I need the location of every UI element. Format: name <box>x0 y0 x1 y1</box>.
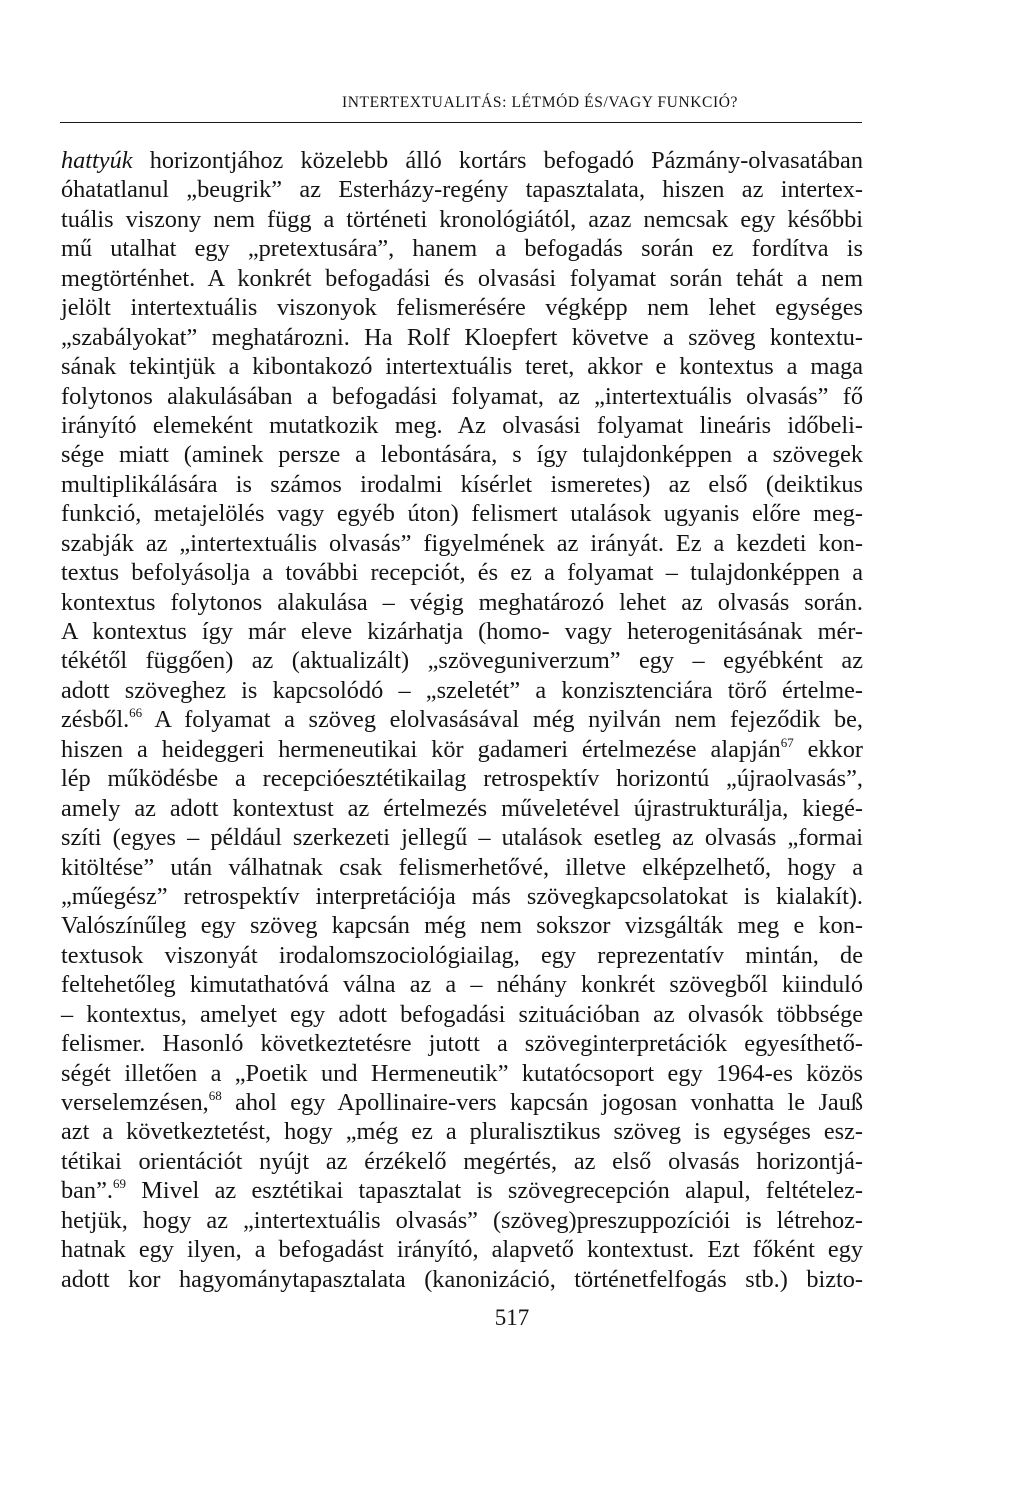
text-run: azt a következtetést, hogy „még ez a pluralisztikus szöveg is egységes esz- <box>61 1118 863 1146</box>
italic-word: hattyúk <box>61 147 133 174</box>
text-run: A kontextus így már eleve kizárhatja (homo- vagy heterogenitásának mér- <box>61 618 863 645</box>
text-run: tékétől függően) az (aktualizált) „szöveguniverzum” egy – egyébként az <box>61 647 863 675</box>
text-run: lép működésbe a recepcióesztétikailag retrospektív horizontú „újraolvasás”, <box>61 765 863 793</box>
text-line <box>61 1059 863 1088</box>
text-line <box>61 1176 863 1205</box>
text-run: óhatatlanul „beugrik” az Esterházy-regény tapasztalata, hiszen az intertex- <box>61 176 863 204</box>
text-line <box>61 676 863 705</box>
text-line <box>61 705 863 734</box>
text-line <box>61 529 863 558</box>
text-run: kontextus folytonos alakulása – végig meghatározó lehet az olvasás során. <box>61 588 863 616</box>
text-run: Valószínűleg egy szöveg kapcsán még nem sokszor vizsgálták meg e kon- <box>61 912 863 940</box>
text-run: ahol egy Apollinaire-vers kapcsán jogosan vonhatta le Jauß <box>221 1089 863 1116</box>
text-run: folytonos alakulásában a befogadási folyamat, az „intertextuális olvasás” fő <box>61 382 863 410</box>
text-run: ban”. <box>61 1177 113 1205</box>
text-run: feltehetőleg kimutathatóvá válna az a – néhány konkrét szövegből kiinduló <box>61 971 863 999</box>
text-line <box>61 205 863 234</box>
text-run: hiszen a heideggeri hermeneutikai kör gadameri értelmezése alapján <box>61 735 781 763</box>
text-line <box>61 911 863 940</box>
body-text <box>61 146 863 1294</box>
text-line <box>61 175 863 204</box>
text-line <box>61 1000 863 1029</box>
text-run: adott kor hagyománytapasztalata (kanonizáció, történetfelfogás stb.) bizto- <box>61 1265 863 1293</box>
text-line <box>61 1117 863 1146</box>
text-run: ségét illetően a „Poetik und Hermeneutik” kutatócsoport egy 1964-es közös <box>61 1059 863 1087</box>
text-run: „műegész” retrospektív interpretációja más szövegkapcsolatokat is kialakít). <box>61 882 863 910</box>
text-line <box>61 499 863 528</box>
text-line <box>61 440 863 469</box>
text-run: zésből. <box>61 706 130 734</box>
text-line <box>61 764 863 793</box>
text-line <box>61 293 863 322</box>
text-line <box>61 853 863 882</box>
text-line <box>61 323 863 352</box>
text-line <box>61 1206 863 1235</box>
text-run: textusok viszonyát irodalomszociológiailag, egy reprezentatív mintán, de <box>61 941 863 969</box>
text-line <box>61 1147 863 1176</box>
text-line <box>61 941 863 970</box>
text-run: horizontjához közelebb álló kortárs befogadó Pázmány-olvasatában <box>132 147 863 174</box>
text-run: multiplikálására is számos irodalmi kísérlet ismeretes) az első (deiktikus <box>61 470 863 498</box>
text-line <box>61 1235 863 1264</box>
footnote-marker: 66 <box>129 705 143 721</box>
text-line <box>61 558 863 587</box>
text-run: textus befolyásolja a további recepciót, és ez a folyamat – tulajdonképpen a <box>61 559 863 587</box>
text-run: ekkor <box>793 735 863 763</box>
text-line <box>61 411 863 440</box>
page-number: 517 <box>494 1305 530 1330</box>
text-run: hetjük, hogy az „intertextuális olvasás” (szöveg)preszuppozíciói is létrehoz- <box>61 1206 863 1234</box>
text-line <box>61 794 863 823</box>
text-run: hatnak egy ilyen, a befogadást irányító, alapvető kontextust. Ezt főként egy <box>61 1236 863 1264</box>
text-line <box>61 588 863 617</box>
footnote-marker: 68 <box>208 1088 222 1103</box>
text-run: megtörténhet. A konkrét befogadási és olvasási folyamat során tehát a nem <box>61 264 863 292</box>
text-run: tuális viszony nem függ a történeti kronológiától, azaz nemcsak egy későbbi <box>61 205 863 233</box>
text-line <box>61 617 863 646</box>
text-run: sége miatt (aminek persze a lebontására, s így tulajdonképpen a szövegek <box>61 441 863 469</box>
text-run: jelölt intertextuális viszonyok felismerésére végképp nem lehet egységes <box>61 294 863 322</box>
footnote-marker: 67 <box>780 734 794 750</box>
text-line <box>61 823 863 852</box>
text-run: irányító elemeként mutatkozik meg. Az olvasási folyamat lineáris időbeli- <box>61 411 863 439</box>
text-line <box>61 382 863 411</box>
text-run: mű utalhat egy „pretextusára”, hanem a befogadás során ez fordítva is <box>61 235 863 263</box>
text-line <box>61 970 863 999</box>
text-line <box>61 735 863 764</box>
text-run: felismer. Hasonló következtetésre jutott a szöveginterpretációk egyesíthető- <box>61 1030 863 1058</box>
footnote-marker: 69 <box>112 1176 126 1192</box>
text-line <box>61 1029 863 1058</box>
text-line <box>61 646 863 675</box>
text-line <box>61 264 863 293</box>
text-line <box>61 882 863 911</box>
text-line <box>61 470 863 499</box>
text-run: funkció, metajelölés vagy egyéb úton) felismert utalások ugyanis előre meg- <box>61 500 863 528</box>
text-run: adott szöveghez is kapcsolódó – „szeletét” a konzisztenciára törő értelme- <box>61 676 863 704</box>
text-run: Mivel az esztétikai tapasztalat is szövegrecepción alapul, feltételez- <box>125 1177 863 1205</box>
running-head: INTERTEXTUALITÁS: LÉTMÓD ÉS/VAGY FUNKCIÓ? <box>341 94 739 111</box>
text-line <box>61 1265 863 1294</box>
text-run: tétikai orientációt nyújt az érzékelő megértés, az első olvasás horizontjá- <box>61 1147 863 1175</box>
header-rule <box>60 122 862 123</box>
text-run: amely az adott kontextust az értelmezés műveletével újrastrukturálja, kiegé- <box>61 794 863 822</box>
text-run: szíti (egyes – például szerkezeti jellegű – utalások esetleg az olvasás „formai <box>61 824 863 852</box>
text-run: sának tekintjük a kibontakozó intertextuális teret, akkor e kontextus a maga <box>61 353 863 381</box>
text-run: A folyamat a szöveg elolvasásával még nyilván nem fejeződik be, <box>142 706 863 734</box>
text-line <box>61 352 863 381</box>
text-line <box>61 234 863 263</box>
text-run: verselemzésen, <box>61 1089 209 1116</box>
text-run: „szabályokat” meghatározni. Ha Rolf Kloepfert követve a szöveg kontextu- <box>61 323 863 351</box>
text-line <box>61 1088 863 1117</box>
text-run: – kontextus, amelyet egy adott befogadási szituációban az olvasók többsége <box>61 1000 863 1028</box>
text-line <box>61 146 863 175</box>
text-run: szabják az „intertextuális olvasás” figyelmének az irányát. Ez a kezdeti kon- <box>61 529 863 557</box>
text-run: kitöltése” után válhatnak csak felismerhetővé, illetve elképzelhető, hogy a <box>61 853 863 881</box>
